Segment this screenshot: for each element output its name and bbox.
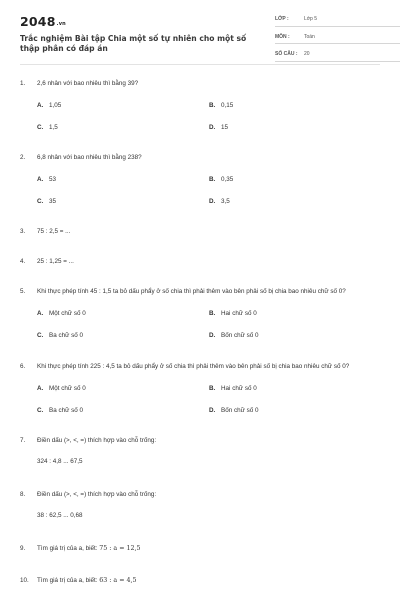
option-text: 53 bbox=[49, 176, 57, 183]
answer-options bbox=[37, 175, 380, 207]
question-prompt bbox=[20, 362, 380, 372]
option-letter: D. bbox=[209, 407, 216, 414]
question-number: 2. bbox=[20, 154, 26, 161]
question-number: 7. bbox=[20, 437, 26, 444]
site-logo[interactable]: $2048^{.vn}$ bbox=[20, 14, 66, 29]
option-letter: C. bbox=[37, 407, 44, 414]
math-expression: 63 : a = 4,5 bbox=[99, 577, 137, 584]
option-text: Một chữ số 0 bbox=[49, 385, 86, 392]
option-text: 1,05 bbox=[49, 102, 62, 109]
option-text: Ba chữ số 0 bbox=[49, 332, 83, 339]
answer-options bbox=[37, 101, 380, 133]
question-text: Điền dấu (>, <, =) thích hợp vào chỗ trống: bbox=[37, 491, 157, 498]
answer-options bbox=[37, 309, 380, 341]
question-text: Khi thực phép tính 45 : 1,5 ta bỏ dấu phẩy ở số chia thì phải thêm vào bên phải số bị chia bao nhiêu chữ số 0? bbox=[37, 288, 346, 295]
question-text: 6,8 nhân với bao nhiêu thì bằng 238? bbox=[37, 154, 142, 161]
question-text: Tìm giá trị của a, biết: 63 : a = 4,5 bbox=[37, 577, 137, 584]
option-text: Hai chữ số 0 bbox=[221, 385, 257, 392]
answer-option[interactable] bbox=[209, 197, 381, 207]
option-text: Một chữ số 0 bbox=[49, 310, 86, 317]
math-expression: 75 : a = 12,5 bbox=[99, 545, 141, 552]
option-letter: C. bbox=[37, 332, 44, 339]
question-item bbox=[20, 227, 380, 237]
option-letter: D. bbox=[209, 332, 216, 339]
meta-row-count bbox=[275, 49, 400, 62]
meta-info bbox=[275, 14, 400, 67]
answer-option[interactable] bbox=[37, 331, 209, 341]
document-title: Trắc nghiệm Bài tập Chia một số tự nhiên cho một số thập phân có đáp án bbox=[20, 34, 247, 53]
question-number: 4. bbox=[20, 258, 26, 265]
question-prompt bbox=[20, 544, 380, 554]
meta-row-grade bbox=[275, 14, 400, 27]
question-text: 75 : 2,5 = ... bbox=[37, 228, 71, 235]
answer-option[interactable] bbox=[37, 406, 209, 416]
answer-option[interactable] bbox=[209, 309, 381, 319]
option-letter: D. bbox=[209, 198, 216, 205]
option-letter: A. bbox=[37, 102, 44, 109]
question-item bbox=[20, 544, 380, 554]
option-letter: A. bbox=[37, 310, 44, 317]
question-item bbox=[20, 576, 380, 586]
option-text: 15 bbox=[221, 124, 229, 131]
answer-option[interactable] bbox=[209, 384, 381, 394]
meta-label: MÔN : bbox=[275, 33, 290, 40]
answer-option[interactable] bbox=[37, 101, 209, 111]
comparison-expression: 38 : 62,5 ... 0,68 bbox=[37, 512, 83, 519]
option-letter: C. bbox=[37, 198, 44, 205]
question-item bbox=[20, 490, 380, 521]
question-number: 6. bbox=[20, 363, 26, 370]
question-number: 9. bbox=[20, 545, 26, 552]
question-number: 3. bbox=[20, 228, 26, 235]
option-letter: B. bbox=[209, 385, 216, 392]
question-number: 5. bbox=[20, 288, 26, 295]
answer-option[interactable] bbox=[37, 384, 209, 394]
option-text: 1,5 bbox=[49, 124, 58, 131]
option-text: Hai chữ số 0 bbox=[221, 310, 257, 317]
meta-label: LỚP : bbox=[275, 16, 289, 22]
option-text: Bốn chữ số 0 bbox=[221, 407, 259, 414]
question-prompt bbox=[20, 257, 380, 267]
question-item bbox=[20, 287, 380, 341]
option-letter: D. bbox=[209, 124, 216, 131]
question-text: Khi thực phép tính 225 : 4,5 ta bỏ dấu phẩy ở số chia thì phải thêm vào bên phải số bị chia bao nhiêu chữ số 0? bbox=[37, 363, 350, 370]
option-letter: B. bbox=[209, 176, 216, 183]
answer-option[interactable] bbox=[209, 175, 381, 185]
question-prompt bbox=[20, 153, 380, 163]
question-prompt bbox=[20, 287, 380, 297]
question-text: Điền dấu (>, <, =) thích hợp vào chỗ trống: bbox=[37, 437, 157, 444]
option-text: 3,5 bbox=[221, 198, 230, 205]
option-letter: A. bbox=[37, 385, 44, 392]
meta-value: Toán bbox=[304, 33, 315, 40]
question-prompt bbox=[20, 490, 380, 500]
option-letter: B. bbox=[209, 310, 216, 317]
question-number: 8. bbox=[20, 491, 26, 498]
answer-options bbox=[37, 384, 380, 416]
option-letter: A. bbox=[37, 176, 44, 183]
meta-value: Lớp 5 bbox=[304, 16, 318, 22]
answer-option[interactable] bbox=[209, 331, 381, 341]
question-text: 2,6 nhân với bao nhiêu thì bằng 39? bbox=[37, 80, 139, 87]
answer-option[interactable] bbox=[209, 101, 381, 111]
question-item bbox=[20, 362, 380, 416]
option-letter: C. bbox=[37, 124, 44, 131]
option-text: Bốn chữ số 0 bbox=[221, 332, 259, 339]
option-text: 35 bbox=[49, 198, 57, 205]
option-text: Ba chữ số 0 bbox=[49, 407, 83, 414]
answer-option[interactable] bbox=[209, 123, 381, 133]
answer-option[interactable] bbox=[37, 175, 209, 185]
question-item bbox=[20, 79, 380, 133]
answer-option[interactable] bbox=[37, 197, 209, 207]
question-item bbox=[20, 257, 380, 267]
option-text: 0,35 bbox=[221, 176, 234, 183]
meta-value: 20 bbox=[304, 51, 310, 57]
comparison-expression: 324 : 4,8 ... 67,5 bbox=[37, 458, 83, 465]
question-prompt bbox=[20, 436, 380, 446]
question-item bbox=[20, 153, 380, 207]
question-text: Tìm giá trị của a, biết: 75 : a = 12,5 bbox=[37, 545, 141, 552]
question-prompt bbox=[20, 227, 380, 237]
meta-row-subject bbox=[275, 32, 400, 45]
question-prompt bbox=[20, 79, 380, 89]
question-list bbox=[20, 79, 380, 586]
answer-option[interactable] bbox=[37, 309, 209, 319]
option-letter: B. bbox=[209, 102, 216, 109]
option-text: 0,15 bbox=[221, 102, 234, 109]
meta-label: SỐ CÂU : bbox=[275, 51, 298, 57]
question-item bbox=[20, 436, 380, 467]
header bbox=[20, 0, 380, 62]
answer-option[interactable] bbox=[37, 123, 209, 133]
question-number: 1. bbox=[20, 80, 26, 87]
answer-option[interactable] bbox=[209, 406, 381, 416]
question-number: 10. bbox=[20, 577, 29, 584]
question-prompt bbox=[20, 576, 380, 586]
question-text: 25 : 1,25 = ... bbox=[37, 258, 74, 265]
